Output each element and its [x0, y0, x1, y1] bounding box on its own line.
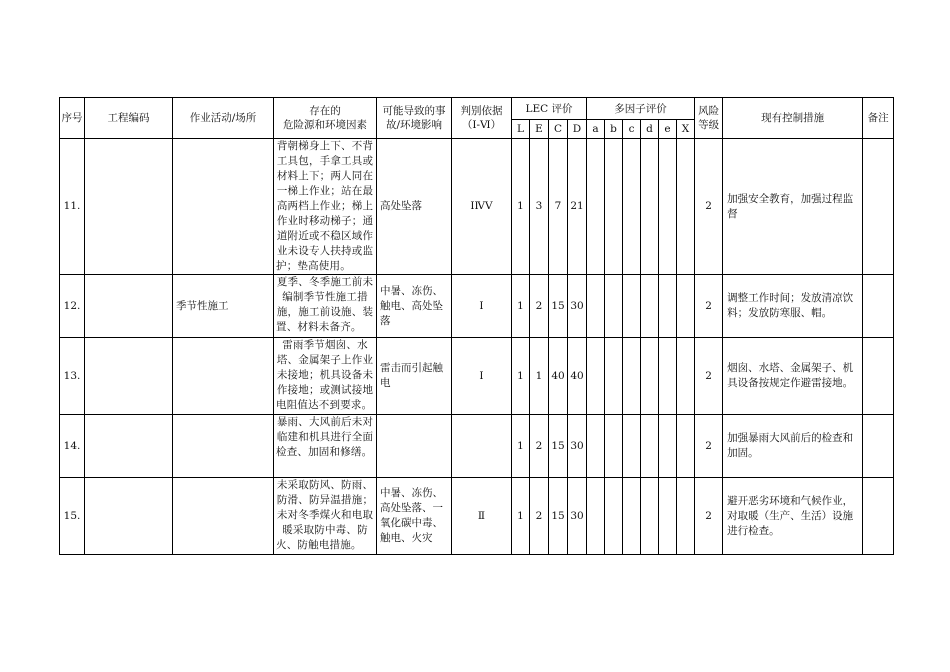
multi-e-cell: [659, 275, 677, 338]
header-basis-line2: （Ⅰ-Ⅵ）: [461, 119, 502, 131]
accident-cell: 中暑、冻伤、触电、高处坠落: [377, 275, 452, 338]
control-cell: 调整工作时间；发放清凉饮料；发放防寒服、帽。: [723, 275, 863, 338]
multi-c-cell: [623, 478, 641, 555]
header-accident: [377, 98, 452, 139]
hazard-cell: 暴雨、大风前后未对临建和机具进行全面检查、加固和修缮。: [274, 415, 377, 478]
row-number: 11.: [60, 139, 85, 275]
hazard-cell: 夏季、冬季施工前未编制季节性施工措施，施工前设施、装置、材料未备齐。: [274, 275, 377, 338]
multi-c-cell: [623, 415, 641, 478]
lec-c-cell: 40: [549, 338, 568, 415]
header-basis-line1: 判别依据: [460, 105, 503, 117]
row-number: 14.: [60, 415, 85, 478]
header-no: 序号: [60, 98, 85, 139]
lec-c-cell: 15: [549, 415, 568, 478]
remark-cell: [863, 275, 894, 338]
header-lec-d: D: [568, 120, 587, 139]
lec-l-cell: 1: [512, 415, 530, 478]
multi-c-cell: [623, 338, 641, 415]
project-code-cell: [85, 139, 173, 275]
header-remark: 备注: [863, 98, 894, 139]
project-code-cell: [85, 338, 173, 415]
remark-cell: [863, 139, 894, 275]
project-code-cell: [85, 478, 173, 555]
risk-level-cell: 2: [695, 139, 723, 275]
header-multi-factor: 多因子评价: [587, 98, 695, 120]
header-lec-c: C: [549, 120, 568, 139]
multi-e-cell: [659, 478, 677, 555]
risk-level-cell: 2: [695, 338, 723, 415]
multi-e-cell: [659, 338, 677, 415]
hazard-cell: 雷雨季节烟囱、水塔、金属架子上作业未接地；机具设备未作接地；或测试接地电阻值达不到要求。: [274, 338, 377, 415]
header-multi-d: d: [641, 120, 659, 139]
lec-l-cell: 1: [512, 338, 530, 415]
activity-cell: [173, 478, 274, 555]
multi-a-cell: [587, 275, 605, 338]
control-cell: 加强暴雨大风前后的检查和加固。: [723, 415, 863, 478]
table-row: [60, 275, 894, 338]
multi-d-cell: [641, 275, 659, 338]
activity-cell: [173, 415, 274, 478]
header-risk-line1: 风险: [698, 105, 720, 117]
multi-b-cell: [605, 275, 623, 338]
lec-c-cell: 15: [549, 478, 568, 555]
multi-a-cell: [587, 338, 605, 415]
header-multi-e: e: [659, 120, 677, 139]
accident-cell: 高处坠落: [377, 139, 452, 275]
multi-x-cell: [677, 338, 695, 415]
risk-level-cell: 2: [695, 478, 723, 555]
lec-e-cell: 2: [530, 415, 549, 478]
table-row: [60, 415, 894, 478]
header-risk-line2: 等级: [698, 119, 720, 131]
activity-cell: [173, 139, 274, 275]
multi-d-cell: [641, 139, 659, 275]
lec-d-cell: 30: [568, 275, 587, 338]
header-lec-l: L: [512, 120, 530, 139]
basis-cell: Ⅱ: [452, 478, 512, 555]
header-accident-line2: 故/环境影响: [385, 119, 443, 131]
header-row-top: [60, 98, 894, 120]
multi-x-cell: [677, 139, 695, 275]
control-cell: 避开恶劣环境和气候作业，对取暖（生产、生活）设施进行检查。: [723, 478, 863, 555]
multi-b-cell: [605, 415, 623, 478]
header-project-code: 工程编码: [85, 98, 173, 139]
control-cell: 烟囱、水塔、金属架子、机具设备按规定作避雷接地。: [723, 338, 863, 415]
header-multi-x: X: [677, 120, 695, 139]
header-accident-line1: 可能导致的事: [382, 105, 446, 117]
lec-d-cell: 40: [568, 338, 587, 415]
multi-d-cell: [641, 478, 659, 555]
header-multi-c: c: [623, 120, 641, 139]
multi-b-cell: [605, 139, 623, 275]
header-multi-a: a: [587, 120, 605, 139]
header-multi-b: b: [605, 120, 623, 139]
basis-cell: Ⅰ: [452, 275, 512, 338]
lec-e-cell: 1: [530, 338, 549, 415]
accident-cell: 中暑、冻伤、高处坠落、一氧化碳中毒、触电、火灾: [377, 478, 452, 555]
remark-cell: [863, 338, 894, 415]
table-row: [60, 139, 894, 275]
hazard-cell: 未采取防风、防雨、防滑、防异温措施；未对冬季煤火和电取暖采取防中毒、防火、防触电措施。: [274, 478, 377, 555]
multi-x-cell: [677, 275, 695, 338]
lec-e-cell: 3: [530, 139, 549, 275]
basis-cell: ⅠⅣⅤ: [452, 139, 512, 275]
multi-a-cell: [587, 415, 605, 478]
header-risk-level: [695, 98, 723, 139]
hazard-cell: 背朝梯身上下、不背工具包，手拿工具或材料上下；两人同在一梯上作业；站在最高两档上作业；梯上作业时移动梯子；通道附近或不稳区域作业未设专人扶持或监护；垫高使用。: [274, 139, 377, 275]
multi-d-cell: [641, 338, 659, 415]
lec-l-cell: 1: [512, 275, 530, 338]
header-hazard-line2: 危险源和环境因素: [283, 119, 367, 131]
lec-l-cell: 1: [512, 478, 530, 555]
activity-cell: 季节性施工: [173, 275, 274, 338]
risk-assessment-table: [59, 97, 894, 555]
risk-level-cell: 2: [695, 415, 723, 478]
multi-b-cell: [605, 478, 623, 555]
activity-cell: [173, 338, 274, 415]
header-hazard-line1: 存在的: [309, 105, 341, 117]
remark-cell: [863, 415, 894, 478]
header-activity: 作业活动/场所: [173, 98, 274, 139]
multi-b-cell: [605, 338, 623, 415]
project-code-cell: [85, 415, 173, 478]
lec-d-cell: 30: [568, 478, 587, 555]
multi-e-cell: [659, 139, 677, 275]
basis-cell: [452, 415, 512, 478]
basis-cell: Ⅰ: [452, 338, 512, 415]
multi-e-cell: [659, 415, 677, 478]
risk-level-cell: 2: [695, 275, 723, 338]
multi-x-cell: [677, 415, 695, 478]
header-lec: LEC 评价: [512, 98, 587, 120]
header-basis: [452, 98, 512, 139]
lec-d-cell: 21: [568, 139, 587, 275]
lec-l-cell: 1: [512, 139, 530, 275]
header-lec-e: E: [530, 120, 549, 139]
row-number: 13.: [60, 338, 85, 415]
remark-cell: [863, 478, 894, 555]
multi-c-cell: [623, 275, 641, 338]
accident-cell: 雷击而引起触电: [377, 338, 452, 415]
project-code-cell: [85, 275, 173, 338]
row-number: 15.: [60, 478, 85, 555]
header-control: 现有控制措施: [723, 98, 863, 139]
table-row: [60, 338, 894, 415]
lec-c-cell: 7: [549, 139, 568, 275]
multi-a-cell: [587, 478, 605, 555]
control-cell: 加强安全教育，加强过程监督: [723, 139, 863, 275]
header-hazard: [274, 98, 377, 139]
lec-e-cell: 2: [530, 275, 549, 338]
multi-c-cell: [623, 139, 641, 275]
lec-e-cell: 2: [530, 478, 549, 555]
accident-cell: [377, 415, 452, 478]
multi-a-cell: [587, 139, 605, 275]
lec-d-cell: 30: [568, 415, 587, 478]
table-row: [60, 478, 894, 555]
lec-c-cell: 15: [549, 275, 568, 338]
row-number: 12.: [60, 275, 85, 338]
multi-x-cell: [677, 478, 695, 555]
multi-d-cell: [641, 415, 659, 478]
